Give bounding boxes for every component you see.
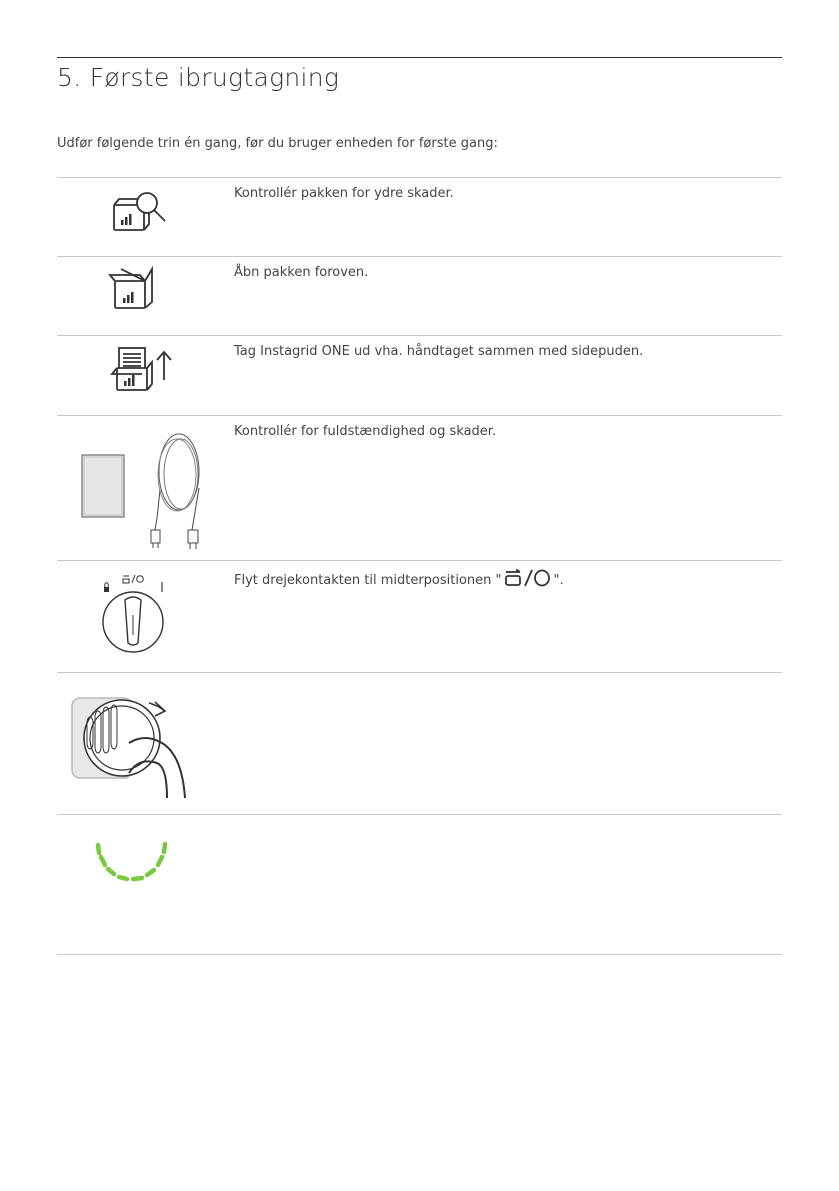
step-5 <box>57 560 782 672</box>
step-5-text-before: Flyt drejekontakten til midterpositionen " <box>234 573 502 588</box>
step-7 <box>57 814 782 955</box>
step-3 <box>57 335 782 415</box>
step-1-text: Kontrollér pakken for ydre skader. <box>234 186 454 201</box>
open-box-icon <box>57 257 217 335</box>
step-4 <box>57 415 782 560</box>
steps-list <box>57 177 782 955</box>
step-4-text: Kontrollér for fuldstændighed og skader. <box>234 424 497 439</box>
manual-and-cable-icon <box>57 416 217 560</box>
box-magnifier-icon <box>57 178 217 256</box>
plug-rotate-icon <box>57 673 217 814</box>
step-5-text <box>234 569 564 591</box>
rotary-switch-icon <box>57 561 217 672</box>
step-5-text-after: ". <box>553 573 564 588</box>
top-rule <box>57 57 782 58</box>
step-3-text: Tag Instagrid ONE ud vha. håndtaget sammen med sidepuden. <box>234 344 644 359</box>
led-ring-icon <box>57 815 217 954</box>
standby-off-symbol-icon <box>504 569 552 591</box>
step-2 <box>57 256 782 335</box>
lift-device-icon <box>57 336 217 415</box>
step-2-text: Åbn pakken foroven. <box>234 265 369 280</box>
intro-text: Udfør følgende trin én gang, før du bruger enheden for første gang: <box>57 136 498 151</box>
step-1 <box>57 177 782 256</box>
step-6 <box>57 672 782 814</box>
page-title: 5. Første ibrugtagning <box>57 63 340 92</box>
